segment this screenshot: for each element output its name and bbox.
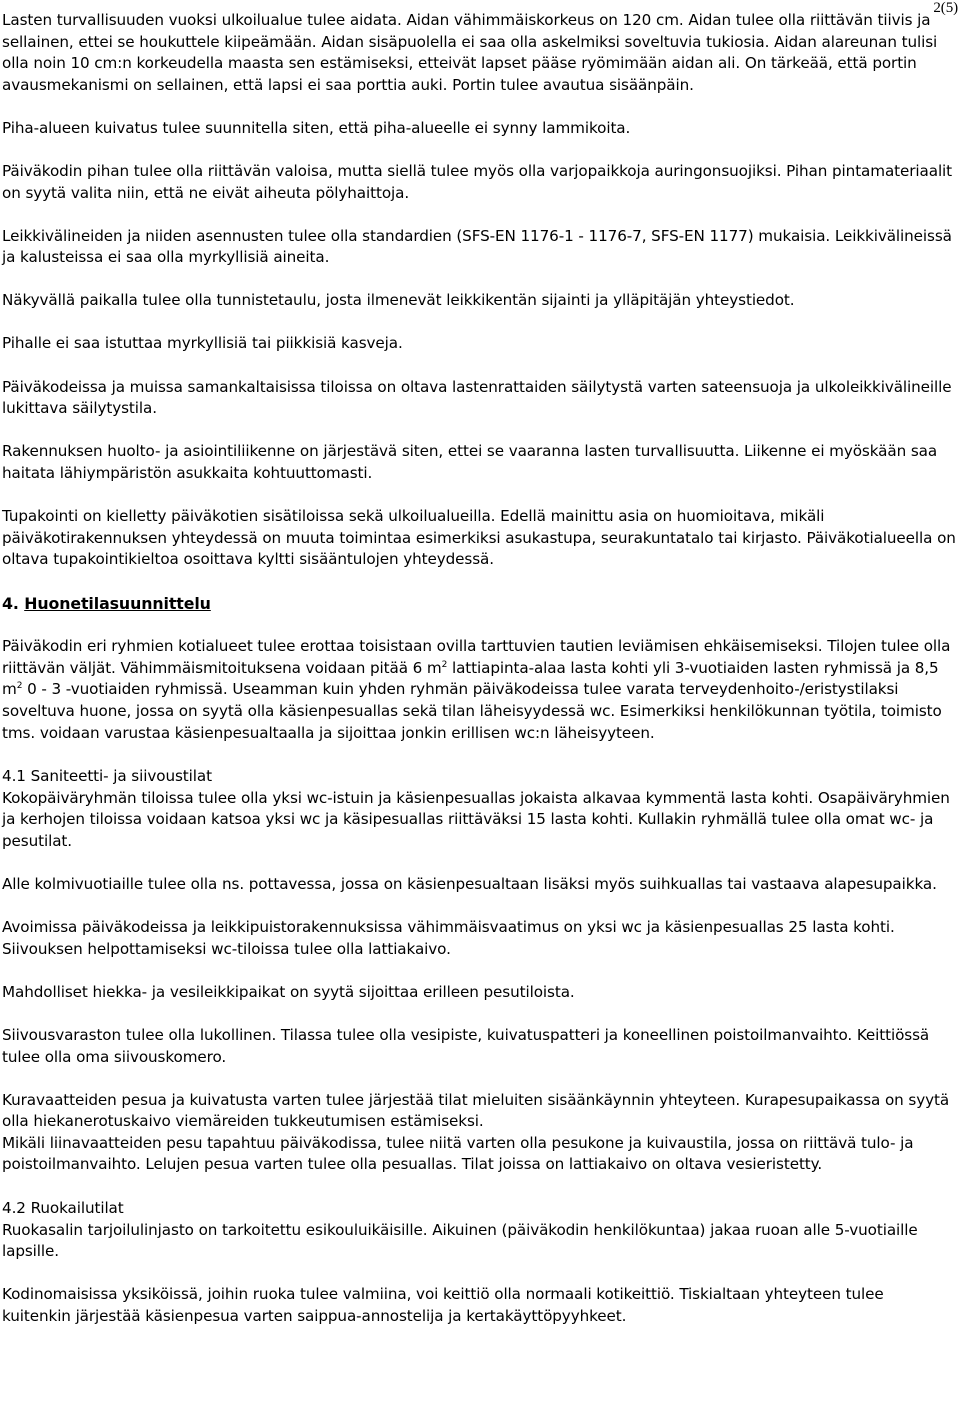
paragraph-mud-clothes: Kuravaatteiden pesua ja kuivatusta varten tulee järjestää tilat mieluiten sisäänkäynnin yhteyteen. Kurapesupaikassa on syytä olla hiekanerotuskaivo viemäreiden tukkeutumisen estämiseksi. [2, 1090, 950, 1131]
paragraph-sand-water: Mahdolliset hiekka- ja vesileikkipaikat on syytä sijoittaa erilleen pesutiloista. [2, 982, 575, 1001]
text-run: lattiapinta-alaa lasta kohti yli 3-vuotiaiden lasten ryhmissä ja 8,5 m [2, 658, 939, 699]
paragraph-cleaning-storage: Siivousvaraston tulee olla lukollinen. Tilassa tulee olla vesipiste, kuivatuspatteri ja koneellinen poistoilmanvaihto. Keittiössä tulee olla oma siivouskomero. [2, 1025, 930, 1066]
paragraph-plants: Pihalle ei saa istuttaa myrkyllisiä tai piikkisiä kasveja. [2, 334, 403, 353]
paragraph-fence: Lasten turvallisuuden vuoksi ulkoilualue tulee aidata. Aidan vähimmäiskorkeus on 120 cm. Aidan tulee olla riittävän tiivis ja sellainen, ettei se houkuttele kiipeämään. Aidan sisäpuolella ei saa olla askelmiksi soveltuvia tukiosia. Aidan alareunan tulisi olla noin 10 cm:n korkeudella maasta sen estämiseksi, etteivät lapset pääse ryömimään aidan ali. On tärkeää, että portin avausmekanismi on sellainen, että lapsi ei saa porttia auki. Portin tulee avautua sisäänpäin. [2, 11, 938, 94]
paragraph-open-daycare: Avoimissa päiväkodeissa ja leikkipuistorakennuksissa vähimmäisvaatimus on yksi wc ja käsienpesuallas 25 lasta kohti. Siivouksen helpottamiseksi wc-tiloissa tulee olla lattiakaivo. [2, 918, 895, 958]
page-number: 2(5) [933, 0, 958, 16]
subsection-title: 4.1 Saniteetti- ja siivoustilat [2, 767, 212, 786]
paragraph-potty: Alle kolmivuotiaille tulee olla ns. pottavessa, jossa on käsienpesualtaan lisäksi myös suihkuallas tai vastaava alapesupaikka. [2, 875, 937, 894]
paragraph-smoking: Tupakointi on kielletty päiväkotien sisätiloissa sekä ulkoilualueilla. Edellä mainittu asia on huomioitava, mikäli päiväkotirakennuksen yhteydessä on muuta toimintaa esimerkiksi asukastupa, seurakuntatalo tai kirjasto. Päiväkotialueella on oltava tupakointikieltoa osoittava kyltti sisääntulojen yhteydessä. [2, 506, 956, 569]
section-heading [2, 593, 956, 615]
paragraph-lighting: Päiväkodin pihan tulee olla riittävän valoisa, mutta siellä tulee myös olla varjopaikkoja auringonsuojiksi. Pihan pintamateriaalit on syytä valita niin, että ne eivät aiheuta pölyhaittoja. [2, 161, 953, 202]
paragraph-room-planning [2, 636, 956, 744]
subsection-title: 4.2 Ruokailutilat [2, 1198, 124, 1217]
paragraph-id-sign: Näkyvällä paikalla tulee olla tunnistetaulu, josta ilmenevät leikkikentän sijainti ja ylläpitäjän yhteystiedot. [2, 291, 795, 310]
paragraph-laundry: Mikäli liinavaatteiden pesu tapahtuu päiväkodissa, tulee niitä varten olla pesukone ja kuivaustila, jossa on riittävä tulo- ja poistoilmanvaihto. Lelujen pesua varten tulee olla pesuallas. Tilat joissa on lattiakaivo on oltava vesieristetty. [2, 1133, 914, 1174]
paragraph-play-equipment: Leikkivälineiden ja niiden asennusten tulee olla standardien (SFS-EN 1176-1 - 1176-7, SFS-EN 1177) mukaisia. Leikkivälineissä ja kalusteissa ei saa olla myrkyllisiä aineita. [2, 226, 952, 267]
superscript: 2 [16, 681, 23, 692]
paragraph-wc: Kokopäiväryhmän tiloissa tulee olla yksi wc-istuin ja käsienpesuallas jokaista alkavaa kymmentä lasta kohti. Osapäiväryhmien ja kerhojen tiloissa voidaan katsoa yksi wc ja käsipesuallas riittäväksi 15 lasta kohti. Kullakin ryhmällä tulee olla omat wc- ja pesutilat. [2, 788, 950, 850]
document-body [2, 10, 956, 1327]
section-title: Huonetilasuunnittelu [24, 593, 211, 613]
text-run: Päiväkodin eri ryhmien kotialueet tulee erottaa toisistaan ovilla tarttuvien tautien leviämisen ehkäisemiseksi. Tilojen tulee olla riittävän väljät. Vähimmäismitoituksena voidaan pitää 6 m [2, 637, 951, 677]
section-number: 4. [2, 593, 19, 613]
paragraph-traffic: Rakennuksen huolto- ja asiointiliikenne on järjestävä siten, ettei se vaaranna lasten turvallisuutta. Liikenne ei myöskään saa haitata lähiympäristön asukkaita kohtuuttomasti. [2, 442, 938, 482]
superscript: 2 [441, 659, 448, 670]
text-run: 0 - 3 -vuotiaiden ryhmissä. Useamman kuin yhden ryhmän päiväkodeissa tulee varata terveydenhoito-/eristystilaksi soveltuva huone, jossa on syytä olla käsienpesuallas sekä tilan läheisyydessä wc. Esimerkiksi henkilökunnan työtila, toimisto tms. voidaan varustaa käsienpesualtaalla ja sijoittaa jonkin erillisen wc:n läheisyyteen. [2, 680, 942, 742]
paragraph-home-kitchen: Kodinomaisissa yksiköissä, joihin ruoka tulee valmiina, voi keittiö olla normaali kotikeittiö. Tiskialtaan yhteyteen tulee kuitenkin järjestää käsienpesua varten saippua-annostelija ja kertakäyttöpyyhkeet. [2, 1285, 884, 1325]
paragraph-storage: Päiväkodeissa ja muissa samankaltaisissa tiloissa on oltava lastenrattaiden säilytystä varten sateensuoja ja ulkoleikkivälineille lukittava säilytystila. [2, 377, 952, 418]
paragraph-drainage: Piha-alueen kuivatus tulee suunnitella siten, että piha-alueelle ei synny lammikoita. [2, 118, 631, 137]
paragraph-serving-line: Ruokasalin tarjoilulinjasto on tarkoitettu esikouluikäisille. Aikuinen (päiväkodin henkilökuntaa) jakaa ruoan alle 5-vuotiaille lapsille. [2, 1220, 918, 1261]
